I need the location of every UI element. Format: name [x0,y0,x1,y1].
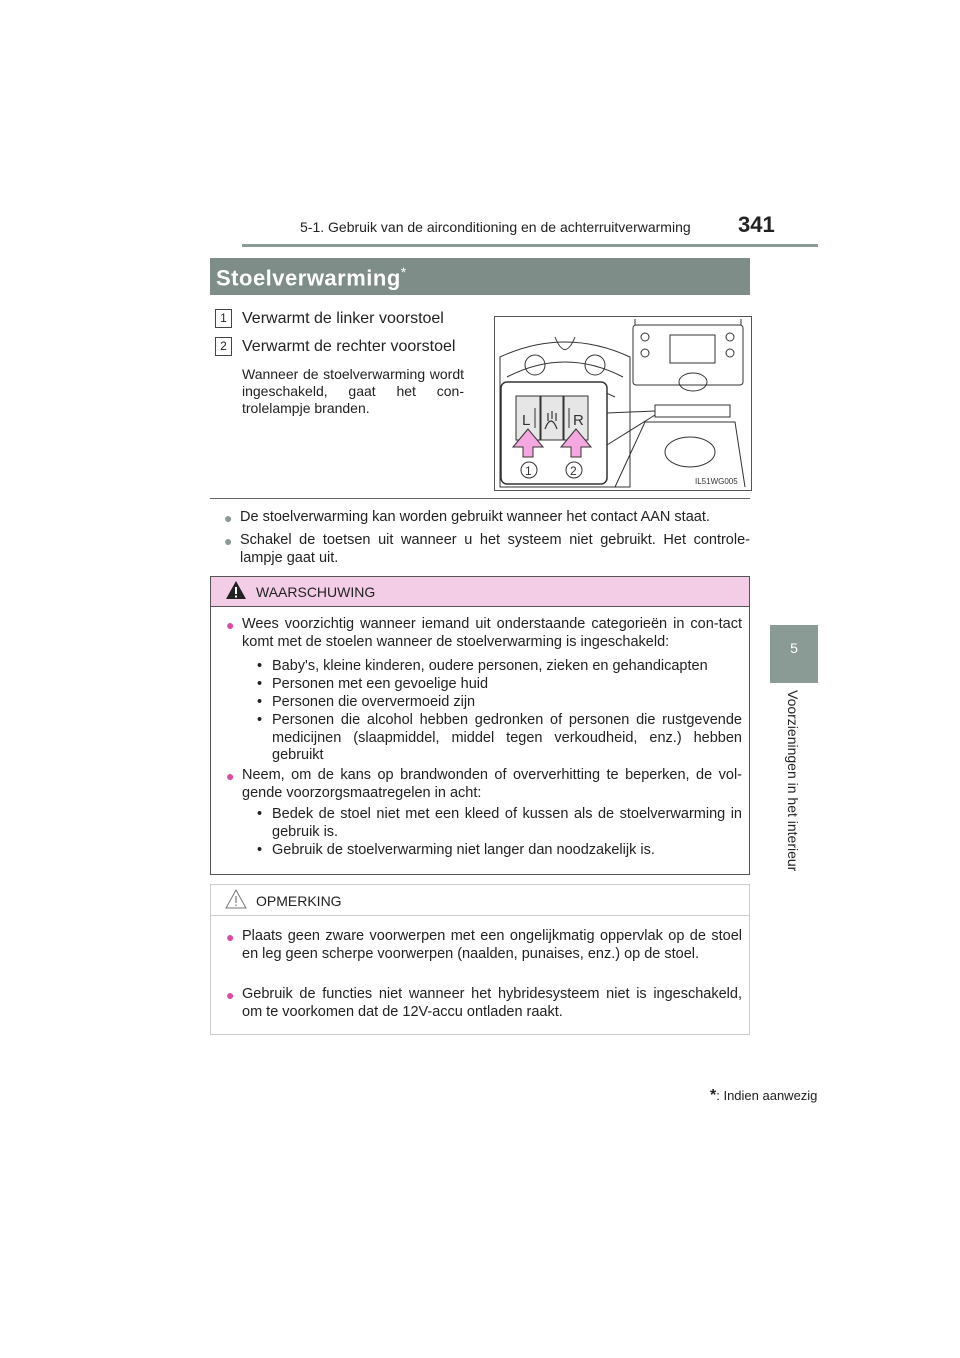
notice-bullet-2: Gebruik de functies niet wanneer het hybridesysteem niet is ingeschakeld, om te voorkomen dat de 12V-accu ontladen raakt. [242,986,742,1020]
warning-sub-4: Personen die alcohol hebben gedronken of personen die rustgevende medicijnen (slaapmiddel, middel tegen verkoudheid, enz.) hebben gebruikt [272,712,742,763]
warning-bullet-2: Neem, om de kans op brandwonden of oververhitting te beperken, de vol-gende voorzorgsmaatregelen in acht: [242,767,742,801]
warning-sub-1: Baby's, kleine kinderen, oudere personen, zieken en gehandicapten [272,658,708,674]
callout-2: 2 [570,464,577,478]
chapter-number: 5 [790,640,798,656]
warning-label: WAARSCHUWING [256,584,376,600]
warning-sub-2-dot: • [257,676,263,692]
bullet-text-2: Schakel de toetsen uit wanneer u het systeem niet gebruikt. Het controle-lampje gaat uit. [240,532,750,566]
illustration-code: IL51WG005 [695,477,738,486]
bullet-text-1: De stoelverwarming kan worden gebruikt wanneer het contact AAN staat. [240,509,710,525]
warning-bullet-dot-2: ● [226,768,235,784]
page-title [216,264,407,291]
footnote-asterisk: * [710,1087,717,1104]
warning-sub-3: Personen die oververmoeid zijn [272,694,476,710]
warning-bullet-dot-1: ● [226,617,235,633]
chapter-title: Voorzieningen in het interieur [785,690,801,872]
button-right-label: R [573,412,584,429]
warning-sub-1-dot: • [257,658,263,674]
page-number: 341 [738,212,775,237]
bullet-dot-1: ● [224,510,233,526]
notice-triangle-icon [225,889,247,909]
dashboard-drawing [495,317,751,490]
warning-triangle-icon [225,580,247,600]
title-asterisk: * [400,264,407,280]
item-number-2: 2 [215,337,232,356]
warning-bullet-1: Wees voorzichtig wanneer iemand uit onderstaande categorieën in con-tact komt met de stoelen wanneer de stoelverwarming is ingeschakeld: [242,616,742,650]
item-note: Wanneer de stoelverwarming wordt ingeschakeld, gaat het con-trolelampje branden. [242,366,464,416]
notice-label: OPMERKING [256,893,342,909]
button-left-label: L [522,412,531,429]
item-text-1: Verwarmt de linker voorstoel [242,310,444,327]
separator-rule [210,498,750,499]
notice-bullet-dot-1: ● [226,929,235,945]
title-text: Stoelverwarming [216,265,401,291]
bullet-dot-2: ● [224,533,233,549]
warning-sub-6-dot: • [257,842,263,858]
seat-heater-illustration [494,316,752,491]
warning-sub-2: Personen met een gevoelige huid [272,676,489,692]
section-title: 5-1. Gebruik van de airconditioning en de achterruitverwarming [300,219,691,235]
warning-sub-6: Gebruik de stoelverwarming niet langer dan noodzakelijk is. [272,842,655,858]
warning-sub-3-dot: • [257,694,263,710]
warning-sub-5-dot: • [257,806,263,822]
callout-1: 1 [525,464,532,478]
header-rule [242,244,818,247]
footnote [710,1087,817,1105]
notice-bullet-1: Plaats geen zware voorwerpen met een ongelijkmatig oppervlak op de stoel en leg geen scherpe voorwerpen (naalden, punaises, enz.) op de stoel. [242,928,742,962]
warning-sub-4-dot: • [257,712,263,728]
notice-bullet-dot-2: ● [226,987,235,1003]
item-number-1: 1 [215,309,232,328]
footnote-text: : Indien aanwezig [716,1088,818,1103]
warning-sub-5: Bedek de stoel niet met een kleed of kussen als de stoelverwarming in gebruik is. [272,806,742,840]
item-text-2: Verwarmt de rechter voorstoel [242,338,456,355]
